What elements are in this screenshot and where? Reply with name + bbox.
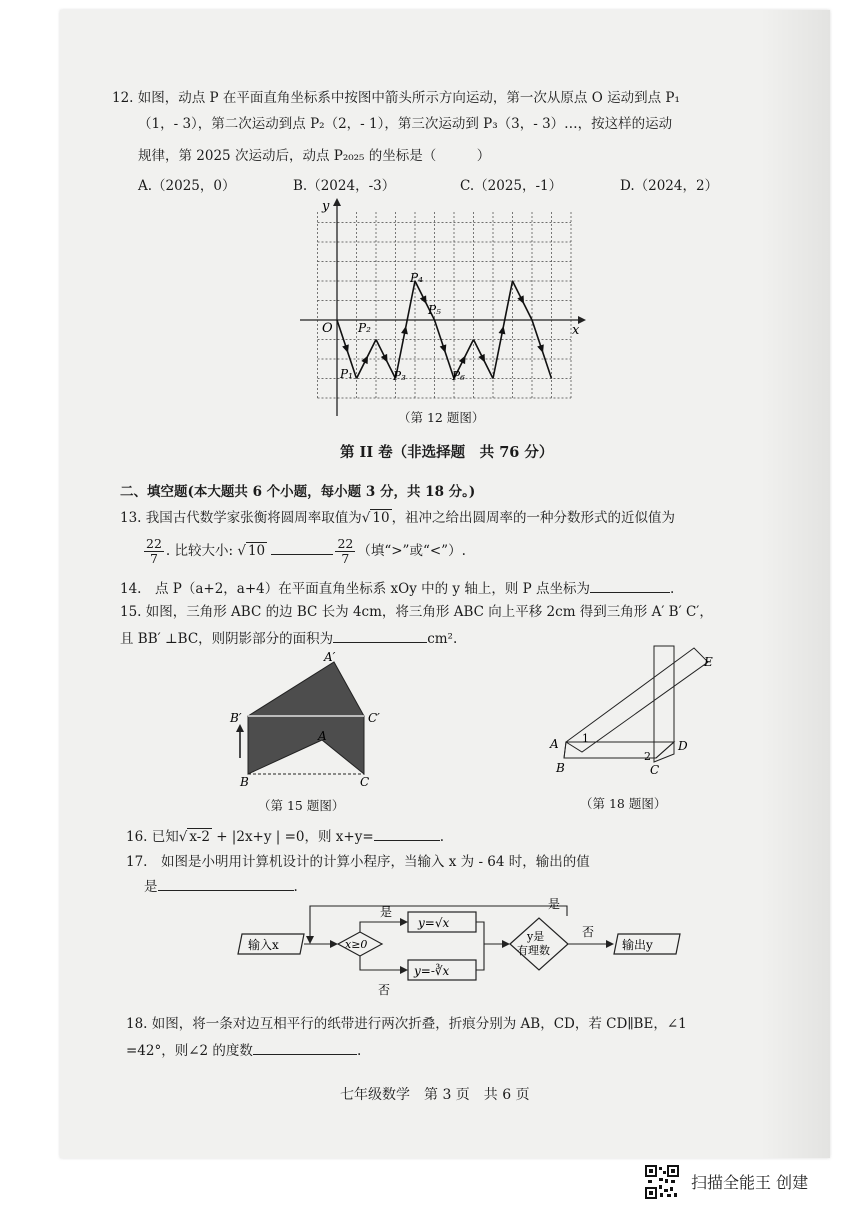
q12-y-arrow bbox=[333, 198, 341, 206]
q15-caption: （第 15 题图） bbox=[258, 798, 345, 813]
q17-output-label: 输出y bbox=[622, 938, 653, 952]
q17-arrow-icon-2 bbox=[400, 918, 408, 926]
q17-end: . bbox=[293, 879, 298, 895]
q18-caption: （第 18 题图） bbox=[580, 796, 667, 811]
q13-line1-a: 13. 我国古代数学家张衡将圆周率取值为 bbox=[120, 510, 362, 526]
q12-coordinate-figure bbox=[300, 198, 590, 418]
q13-line2: $\frac{22}{7}$ . 比较大小: √ 10 $\frac{22}{7}$ （填“>”或“<”）. bbox=[146, 536, 466, 566]
q13-fraction bbox=[144, 537, 164, 566]
page-footer: 七年级数学 第 3 页 共 6 页 bbox=[340, 1087, 530, 1103]
q12-point-p5: P₅ bbox=[428, 303, 441, 317]
q12-path-arrow-icon bbox=[537, 344, 546, 354]
q18-fold-ab bbox=[564, 742, 566, 758]
q16: 16. 已知√ x-2 + |2x+y | =0，则 x+y= . bbox=[126, 826, 444, 847]
q16-radicand: x-2 bbox=[189, 829, 210, 845]
q17-merge-line bbox=[476, 922, 484, 970]
q18-answer-blank[interactable] bbox=[253, 1040, 357, 1055]
q15-line2-text: 且 BB′ ⊥BC，则阴影部分的面积为 bbox=[120, 631, 334, 647]
q12-y-label: y bbox=[322, 199, 330, 214]
q12-line3: 规律，第 2025 次运动后，动点 P₂₀₂₅ 的坐标是（ ） bbox=[138, 148, 491, 164]
q12-point-p3: P₃ bbox=[393, 369, 406, 383]
q17-arrow-icon-4 bbox=[502, 940, 510, 948]
q18-line2 bbox=[126, 1040, 361, 1061]
q16-end: . bbox=[439, 829, 444, 845]
q14 bbox=[120, 578, 674, 599]
q12-line2: （1，- 3），第二次运动到点 P₂（2，- 1），第三次运动到 P₃（3，- 3）…，按这样的运动 bbox=[138, 116, 673, 132]
q13-sqrt10: 10 bbox=[372, 510, 390, 526]
q17-yes-line bbox=[360, 922, 402, 932]
q12-point-p4: P₄ bbox=[410, 271, 423, 285]
q15-label-c1: C′ bbox=[368, 711, 380, 725]
q13-answer-blank[interactable] bbox=[271, 540, 333, 555]
q17-loop-arrow-icon bbox=[306, 936, 314, 944]
q12-option-a: A.（2025，0） bbox=[138, 178, 236, 194]
q12-point-p6: P₆ bbox=[452, 369, 465, 383]
q13-frac-num: 22 bbox=[146, 536, 162, 551]
q15-line1: 15. 如图，三角形 ABC 的边 BC 长为 4cm，将三角形 ABC 向上平移 2cm 得到三角形 A′ B′ C′， bbox=[120, 604, 713, 620]
q15-line2 bbox=[120, 628, 457, 649]
q18-label-d: D bbox=[678, 739, 688, 753]
q13-line1: 13. 我国古代数学家张衡将圆周率取值为√ 10 ，祖冲之给出圆周率的一种分数形式的近似值为 bbox=[120, 510, 676, 526]
q17-check-label-2: 有理数 bbox=[517, 944, 550, 957]
q16-answer-blank[interactable] bbox=[374, 826, 440, 841]
section2-heading: 二、填空题(本大题共 6 个小题，每小题 3 分，共 18 分。) bbox=[120, 484, 476, 500]
q15-figure bbox=[226, 652, 386, 794]
q15-label-b: B bbox=[240, 775, 249, 789]
q16-mid: + |2x+y | =0，则 x+y= bbox=[211, 829, 374, 845]
q18-line1: 18. 如图，将一条对边互相平行的纸带进行两次折叠，折痕分别为 AB，CD，若 CD∥BE，∠1 bbox=[126, 1016, 687, 1032]
q12-point-p1: P₁ bbox=[340, 367, 353, 381]
q18-figure bbox=[546, 644, 726, 784]
q18-label-b: B bbox=[556, 761, 565, 775]
q15-label-b1: B′ bbox=[230, 711, 242, 725]
q15-answer-blank[interactable] bbox=[333, 628, 427, 643]
q17-yes-label: 是 bbox=[380, 905, 393, 919]
q17-no-line bbox=[360, 956, 402, 970]
q15-shaded-region bbox=[248, 662, 364, 774]
q12-line1: 12. 如图，动点 P 在平面直角坐标系中按图中箭头所示方向运动，第一次从原点 O 运动到点 P₁ bbox=[112, 90, 680, 106]
q15-label-a1: A′ bbox=[324, 650, 336, 664]
q18-strip-bottom bbox=[564, 742, 674, 758]
q12-option-d: D.（2024，2） bbox=[620, 178, 719, 194]
q17-func-label-2: y=-∛x bbox=[414, 964, 450, 978]
q15-label-a: A bbox=[318, 729, 327, 743]
q15-unit: cm². bbox=[427, 631, 458, 647]
q13-line1-b: ，祖冲之给出圆周率的一种分数形式的近似值为 bbox=[391, 510, 676, 526]
q15-up-arrow-icon bbox=[236, 724, 244, 732]
q18-end: . bbox=[356, 1043, 362, 1059]
q16-pre: 16. 已知 bbox=[126, 829, 179, 845]
q13-fraction-b bbox=[335, 537, 355, 566]
q17-line2 bbox=[144, 876, 298, 897]
section2-title: 第 II 卷（非选择题 共 76 分） bbox=[340, 444, 554, 461]
qr-code-icon bbox=[645, 1165, 679, 1199]
q12-origin-label: O bbox=[322, 321, 333, 336]
q17-no2-label: 否 bbox=[582, 925, 595, 939]
q18-angle-1: 1 bbox=[582, 732, 589, 745]
q17-line2-text: 是 bbox=[144, 879, 158, 895]
q17-answer-blank[interactable] bbox=[158, 876, 294, 891]
scanner-watermark: 扫描全能王 创建 bbox=[691, 1173, 809, 1192]
q17-line1: 17. 如图是小明用计算机设计的计算小程序，当输入 x 为 - 64 时，输出的值 bbox=[126, 854, 590, 870]
q18-label-a: A bbox=[550, 737, 559, 751]
q14-text: 14. 点 P（a+2，a+4）在平面直角坐标系 xOy 中的 y 轴上，则 P 点坐标为 bbox=[120, 581, 591, 597]
q13-frac-num-b: 22 bbox=[337, 536, 354, 551]
q12-option-c: C.（2025，-1） bbox=[460, 178, 563, 194]
q17-arrow-icon-3 bbox=[400, 966, 408, 974]
q13-frac-den: 7 bbox=[149, 551, 158, 566]
q17-func-label-1: y=√x bbox=[418, 916, 450, 930]
q17-condition-label: x≥0 bbox=[345, 938, 368, 951]
q17-no-label: 否 bbox=[378, 983, 391, 997]
q12-grid bbox=[318, 212, 572, 398]
q18-label-c: C bbox=[650, 763, 660, 777]
q13-sqrt10-b: 10 bbox=[247, 543, 266, 559]
q12-caption: （第 12 题图） bbox=[398, 410, 485, 425]
q14-end: . bbox=[670, 581, 675, 597]
q15-label-c: C bbox=[360, 775, 370, 789]
q17-flowchart bbox=[234, 896, 704, 1002]
q12-path-arrow-icon bbox=[342, 344, 351, 354]
q13-frac-den-b: 7 bbox=[341, 551, 350, 566]
q17-input-label: 输入x bbox=[248, 938, 279, 952]
q18-label-e: E bbox=[704, 655, 713, 669]
q18-angle-2: 2 bbox=[644, 750, 651, 763]
q17-yes2-label: 是 bbox=[548, 897, 561, 911]
q12-point-p2: P₂ bbox=[358, 321, 371, 335]
q13-compare-text: . 比较大小: bbox=[165, 543, 238, 559]
q18-line2-text: =42°，则∠2 的度数 bbox=[126, 1043, 253, 1059]
q12-x-label: x bbox=[572, 323, 580, 338]
q12-option-b: B.（2024，-3） bbox=[293, 178, 396, 194]
q12-path-arrow-icon bbox=[440, 344, 449, 354]
q17-arrow-icon-5 bbox=[606, 940, 614, 948]
q14-answer-blank[interactable] bbox=[590, 578, 670, 593]
q13-fill-hint: （填“>”或“<”）. bbox=[357, 543, 466, 559]
q17-check-label-1: y是 bbox=[527, 930, 545, 943]
